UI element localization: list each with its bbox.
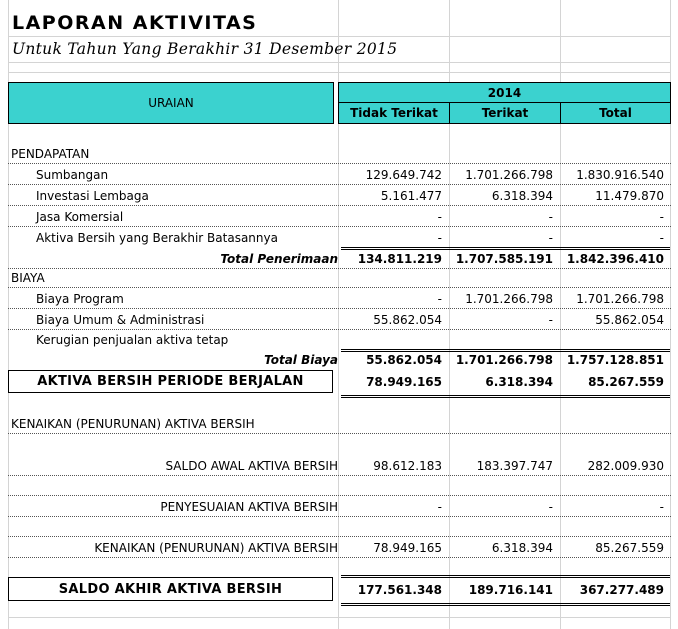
saldo-akhir-label: SALDO AKHIR AKTIVA BERSIH	[58, 581, 283, 597]
grid-line	[8, 62, 671, 63]
cell-terikat: -	[548, 500, 553, 514]
header-col1-label: Tidak Terikat	[350, 106, 438, 120]
section-heading-biaya	[8, 268, 671, 288]
biaya-heading: BIAYA	[11, 271, 45, 285]
cell-total: 55.862.054	[595, 313, 664, 327]
table-row	[8, 228, 671, 248]
spacer-row	[8, 517, 671, 537]
cell-tidak-terikat: 5.161.477	[380, 189, 442, 203]
table-row	[8, 456, 671, 476]
row-label: Investasi Lembaga	[36, 189, 149, 203]
cell-terikat: -	[548, 210, 553, 224]
saldo-akhir-row	[8, 580, 671, 600]
cell-tidak-terikat: -	[437, 500, 442, 514]
section-heading-kenaikan	[8, 414, 671, 434]
cell-total: 282.009.930	[587, 459, 664, 473]
row-label: SALDO AWAL AKTIVA BERSIH	[165, 459, 338, 473]
cell-total: 1.757.128.851	[566, 353, 664, 367]
cell-total	[563, 330, 664, 350]
table-row	[8, 165, 671, 185]
kenaikan-heading: KENAIKAN (PENURUNAN) AKTIVA BERSIH	[11, 417, 255, 431]
cell-total: 85.267.559	[588, 375, 664, 389]
total-rule	[341, 395, 670, 398]
dotted-rule	[8, 287, 671, 288]
header-col3-label: Total	[599, 106, 632, 120]
cell-terikat: 1.701.266.798	[455, 353, 553, 367]
spacer-row	[8, 476, 671, 496]
cell-terikat: 6.318.394	[485, 375, 553, 389]
row-label: Aktiva Bersih yang Berakhir Batasannya	[36, 231, 278, 245]
table-row	[8, 330, 671, 350]
cell-total: -	[659, 500, 664, 514]
dotted-rule	[8, 205, 671, 206]
cell-terikat	[452, 330, 553, 350]
dotted-rule	[8, 536, 671, 537]
periode-label: AKTIVA BERSIH PERIODE BERJALAN	[37, 374, 304, 389]
cell-total: 85.267.559	[595, 541, 664, 555]
row-label: KENAIKAN (PENURUNAN) AKTIVA BERSIH	[94, 541, 338, 555]
cell-terikat: 6.318.394	[491, 189, 553, 203]
cell-tidak-terikat: -	[437, 231, 442, 245]
section-heading-pendapatan	[8, 144, 671, 164]
cell-terikat: -	[548, 231, 553, 245]
cell-total: 367.277.489	[579, 583, 664, 597]
cell-total: 1.842.396.410	[566, 252, 664, 266]
total-row-biaya	[8, 350, 671, 370]
cell-terikat: -	[548, 313, 553, 327]
row-label: Biaya Program	[36, 292, 124, 306]
header-uraian-label: URAIAN	[148, 96, 194, 110]
grid-line	[8, 36, 671, 37]
cell-total: 1.701.266.798	[576, 292, 664, 306]
row-label: Total Biaya	[264, 353, 338, 367]
pendapatan-heading: PENDAPATAN	[11, 147, 90, 161]
report-title: LAPORAN AKTIVITAS	[12, 12, 258, 34]
cell-terikat: 6.318.394	[491, 541, 553, 555]
dotted-rule	[8, 184, 671, 185]
header-col2-label: Terikat	[481, 106, 529, 120]
table-row	[8, 310, 671, 330]
table-row	[8, 289, 671, 309]
periode-row	[8, 372, 671, 392]
cell-tidak-terikat: 78.949.165	[373, 541, 442, 555]
report-subtitle: Untuk Tahun Yang Berakhir 31 Desember 2015	[12, 40, 398, 58]
cell-terikat: 1.701.266.798	[465, 292, 553, 306]
cell-tidak-terikat: -	[437, 292, 442, 306]
header-year-label: 2014	[487, 85, 522, 100]
cell-tidak-terikat: 55.862.054	[366, 353, 442, 367]
cell-tidak-terikat	[341, 330, 442, 350]
grid-line	[8, 617, 671, 618]
grid-line	[8, 72, 671, 73]
header-col-tidak-terikat	[338, 102, 450, 124]
header-col-terikat	[449, 102, 561, 124]
dotted-rule	[8, 557, 671, 558]
cell-terikat: 1.707.585.191	[455, 252, 553, 266]
row-label: Biaya Umum & Administrasi	[36, 313, 205, 327]
cell-tidak-terikat: 177.561.348	[357, 583, 442, 597]
row-label: PENYESUAIAN AKTIVA BERSIH	[160, 500, 338, 514]
cell-tidak-terikat: 129.649.742	[365, 168, 442, 182]
table-row	[8, 186, 671, 206]
table-row	[8, 497, 671, 517]
cell-tidak-terikat: 98.612.183	[373, 459, 442, 473]
total-rule	[341, 603, 670, 606]
cell-total: -	[659, 210, 664, 224]
table-row	[8, 207, 671, 227]
total-rule	[341, 575, 670, 578]
row-label: Jasa Komersial	[36, 210, 124, 224]
cell-total: -	[659, 231, 664, 245]
header-col-total	[560, 102, 671, 124]
dotted-rule	[8, 433, 671, 434]
dotted-rule	[8, 226, 671, 227]
row-label: Total Penerimaan	[220, 252, 338, 266]
cell-terikat: 189.716.141	[468, 583, 553, 597]
dotted-rule	[8, 163, 671, 164]
row-label: Sumbangan	[36, 168, 109, 182]
total-row-penerimaan	[8, 249, 671, 269]
cell-tidak-terikat: 134.811.219	[357, 252, 442, 266]
cell-total: 1.830.916.540	[576, 168, 664, 182]
cell-tidak-terikat: -	[437, 210, 442, 224]
cell-tidak-terikat: 55.862.054	[373, 313, 442, 327]
dotted-rule	[8, 308, 671, 309]
dotted-rule	[8, 495, 671, 496]
header-year	[338, 82, 671, 103]
cell-tidak-terikat: 78.949.165	[366, 375, 442, 389]
cell-terikat: 183.397.747	[476, 459, 553, 473]
cell-terikat: 1.701.266.798	[465, 168, 553, 182]
header-uraian	[8, 82, 334, 124]
cell-total: 11.479.870	[595, 189, 664, 203]
row-label: Kerugian penjualan aktiva tetap	[36, 333, 229, 347]
table-row	[8, 538, 671, 558]
